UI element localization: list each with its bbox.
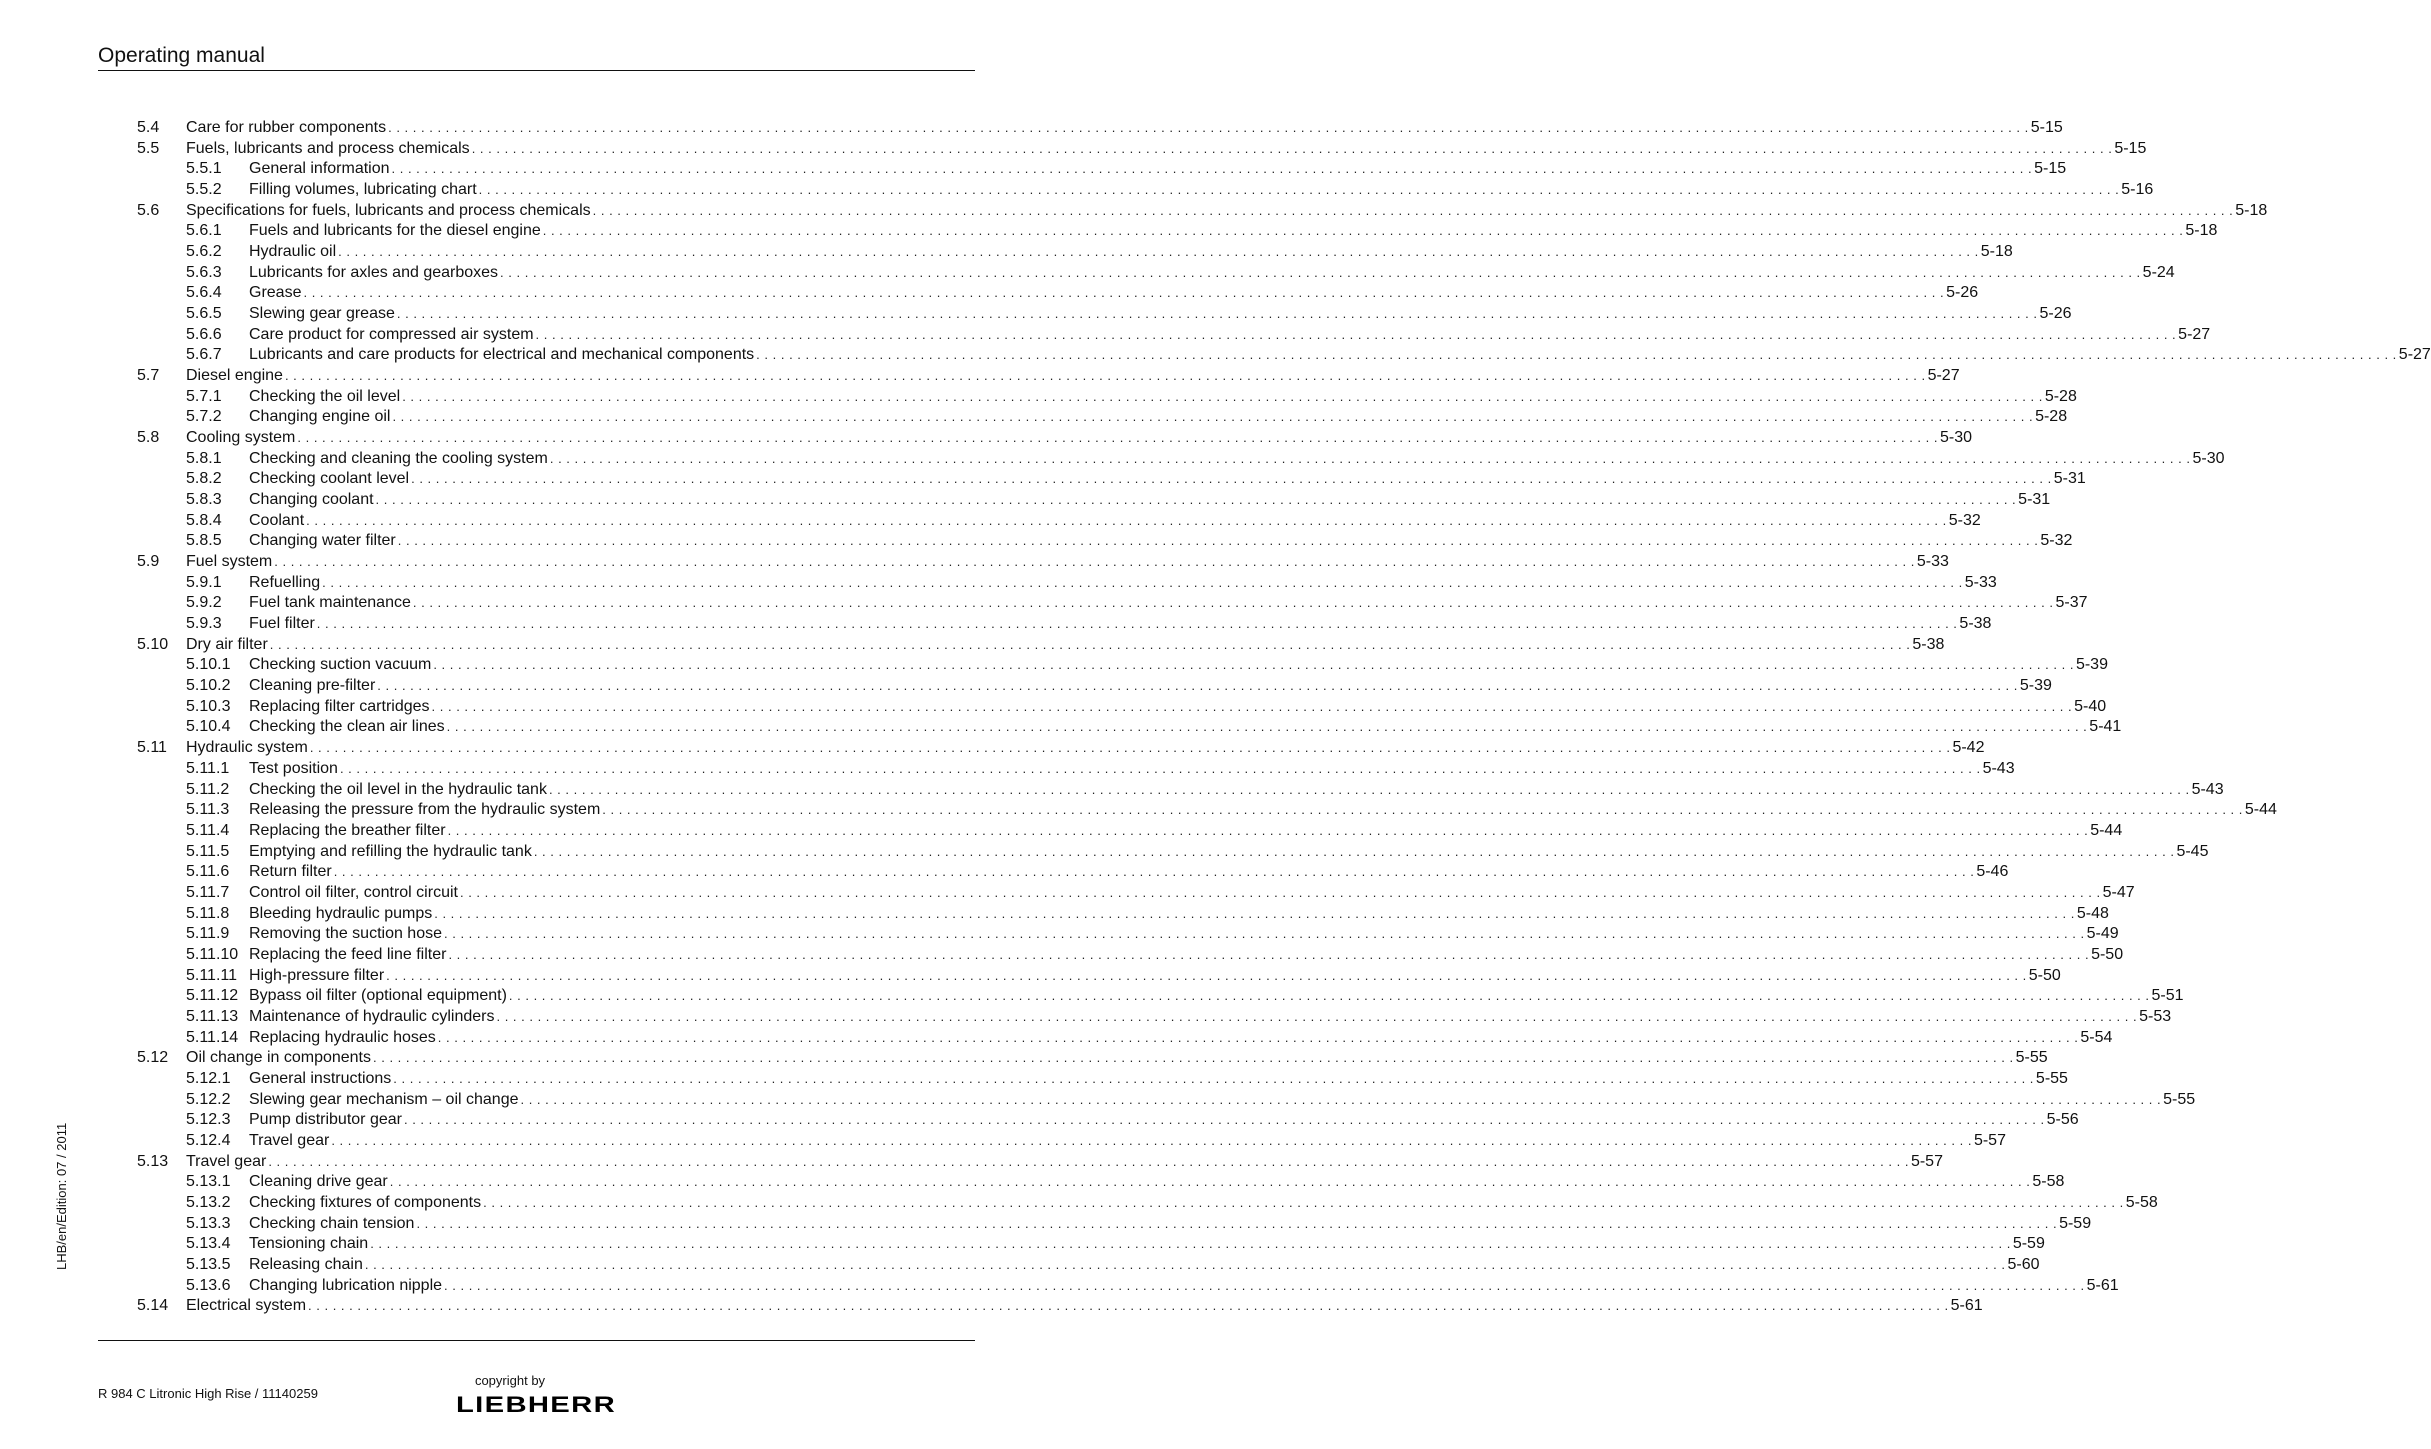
- toc-dot-leader: . . . . . . . . . . . . . . . . . . . . . . . . . . . . . . . . . . . . . . . . . . . . . . . . . . . . . . . . . . . . . . . . . . . . . . . . . . . . . . . . . . . . . . . . . . . . . . . . . . . . . . . . . . . . . . . . . . . . . . . . . . . . . . . . . . . . . . . . . . . . . . . . . . . . . . . . . . . . . . . . . . . . . . . . . . . . . . . . . . . . . . . . . . . . . . . . . . . . . . . .: [393, 1070, 2034, 1086]
- toc-dot-leader: . . . . . . . . . . . . . . . . . . . . . . . . . . . . . . . . . . . . . . . . . . . . . . . . . . . . . . . . . . . . . . . . . . . . . . . . . . . . . . . . . . . . . . . . . . . . . . . . . . . . . . . . . . . . . . . . . . . . . . . . . . . . . . . . . . . . . . . . . . . . . . . . . . . . . . . . . . . . . . . . . . . . . . . . . . . . . . . . . . . . . . . . . . . . . . . . . . . . . . . .: [542, 223, 2184, 239]
- toc-entry-number: 5.11.1: [186, 759, 230, 777]
- toc-dot-leader: . . . . . . . . . . . . . . . . . . . . . . . . . . . . . . . . . . . . . . . . . . . . . . . . . . . . . . . . . . . . . . . . . . . . . . . . . . . . . . . . . . . . . . . . . . . . . . . . . . . . . . . . . . . . . . . . . . . . . . . . . . . . . . . . . . . . . . . . . . . . . . . . . . . . . . . . . . . . . . . . . . . . . . . . . . . . . . . . . . . . . . . . . . . . . . . . . . . . . . . .: [535, 326, 2177, 342]
- toc-entry-page: 5-46: [1976, 863, 2009, 881]
- toc-entry[interactable]: [137, 676, 2052, 697]
- toc-dot-leader: . . . . . . . . . . . . . . . . . . . . . . . . . . . . . . . . . . . . . . . . . . . . . . . . . . . . . . . . . . . . . . . . . . . . . . . . . . . . . . . . . . . . . . . . . . . . . . . . . . . . . . . . . . . . . . . . . . . . . . . . . . . . . . . . . . . . . . . . . . . . . . . . . . . . . . . . . . . . . . . . . . . . . . . . . . . . . . . . . . . . . . . . . . . . . . . . . . . . . . . .: [500, 264, 2141, 280]
- toc-entry-number: 5.8.1: [186, 449, 222, 467]
- toc-entry-page: 5-27: [1927, 367, 1960, 385]
- toc-entry-number: 5.11: [137, 739, 167, 757]
- toc-dot-leader: . . . . . . . . . . . . . . . . . . . . . . . . . . . . . . . . . . . . . . . . . . . . . . . . . . . . . . . . . . . . . . . . . . . . . . . . . . . . . . . . . . . . . . . . . . . . . . . . . . . . . . . . . . . . . . . . . . . . . . . . . . . . . . . . . . . . . . . . . . . . . . . . . . . . . . . . . . . . . . . . . . . . . . . . . . . . . . . . . . . . . . . . . . . . . . . . . . . . . . . .: [431, 698, 2073, 714]
- toc-entry-page: 5-33: [1964, 573, 1997, 591]
- toc-entry[interactable]: [137, 842, 2209, 863]
- toc-entry-page: 5-55: [2163, 1090, 2196, 1108]
- toc-entry-number: 5.11.13: [186, 1007, 239, 1025]
- toc-entry-title: General instructions: [249, 1069, 392, 1087]
- toc-entry-number: 5.11.9: [186, 925, 230, 943]
- toc-dot-leader: . . . . . . . . . . . . . . . . . . . . . . . . . . . . . . . . . . . . . . . . . . . . . . . . . . . . . . . . . . . . . . . . . . . . . . . . . . . . . . . . . . . . . . . . . . . . . . . . . . . . . . . . . . . . . . . . . . . . . . . . . . . . . . . . . . . . . . . . . . . . . . . . . . . . . . . . . . . . . . . . . . . . . . . . . . . . . . . . . . . . . . . . . . . . . . . . . . . . . . . .: [549, 450, 2191, 466]
- toc-entry-title: Grease: [249, 284, 302, 302]
- toc-entry-title: Hydraulic system: [186, 739, 308, 757]
- toc-entry[interactable]: [137, 490, 2051, 511]
- toc-entry-title: Cleaning pre-filter: [249, 677, 376, 695]
- toc-entry[interactable]: [137, 366, 1960, 387]
- toc-entry-title: Care for rubber components: [186, 119, 387, 136]
- toc-entry-page: 5-45: [2176, 842, 2209, 860]
- toc-dot-leader: . . . . . . . . . . . . . . . . . . . . . . . . . . . . . . . . . . . . . . . . . . . . . . . . . . . . . . . . . . . . . . . . . . . . . . . . . . . . . . . . . . . . . . . . . . . . . . . . . . . . . . . . . . . . . . . . . . . . . . . . . . . . . . . . . . . . . . . . . . . . . . . . . . . . . . . . . . . . . . . . . . . . . . . . . . . . . . . . . . . . . . . . . . . . . . . . . . . . . . . .: [444, 926, 2085, 942]
- toc-entry-number: 5.11.5: [186, 842, 230, 860]
- toc-entry-page: 5-38: [1959, 615, 1992, 633]
- toc-dot-leader: . . . . . . . . . . . . . . . . . . . . . . . . . . . . . . . . . . . . . . . . . . . . . . . . . . . . . . . . . . . . . . . . . . . . . . . . . . . . . . . . . . . . . . . . . . . . . . . . . . . . . . . . . . . . . . . . . . . . . . . . . . . . . . . . . . . . . . . . . . . . . . . . . . . . . . . . . . . . . . . . . . . . . . . . . . . . . . . . . . . . . . . . . . . . . . . . . . . . . . . .: [403, 1112, 2045, 1128]
- toc-entry-page: 5-53: [2139, 1007, 2172, 1025]
- toc-dot-leader: . . . . . . . . . . . . . . . . . . . . . . . . . . . . . . . . . . . . . . . . . . . . . . . . . . . . . . . . . . . . . . . . . . . . . . . . . . . . . . . . . . . . . . . . . . . . . . . . . . . . . . . . . . . . . . . . . . . . . . . . . . . . . . . . . . . . . . . . . . . . . . . . . . . . . . . . . . . . . . . . . . . . . . . . . . . . . . . . . . . . . . . . . . . . . . . . . . . . . . . .: [520, 1091, 2162, 1107]
- toc-entry-title: Checking the oil level in the hydraulic tank: [249, 780, 547, 798]
- toc-entry[interactable]: [137, 283, 1979, 304]
- footer-document-id: R 984 C Litronic High Rise / 11140259: [98, 1386, 318, 1401]
- toc-entry-title: High-pressure filter: [249, 966, 385, 984]
- toc-entry-title: Changing lubrication nipple: [249, 1276, 443, 1294]
- toc-entry-title: Fuel filter: [249, 615, 315, 633]
- toc-entry[interactable]: [137, 800, 2277, 821]
- toc-entry-page: 5-28: [2044, 387, 2077, 405]
- toc-entry-title: Coolant: [249, 511, 305, 529]
- toc-entry-title: Return filter: [249, 863, 332, 881]
- toc-entry-page: 5-54: [2080, 1028, 2113, 1046]
- toc-entry-page: 5-50: [2091, 945, 2124, 963]
- toc-entry-page: 5-48: [2076, 904, 2109, 922]
- toc-entry-title: Releasing the pressure from the hydraulic system: [249, 801, 601, 819]
- toc-entry-page: 5-15: [2114, 139, 2147, 157]
- toc-entry-number: 5.5.1: [186, 160, 222, 178]
- toc-entry[interactable]: [137, 449, 2225, 470]
- toc-dot-leader: . . . . . . . . . . . . . . . . . . . . . . . . . . . . . . . . . . . . . . . . . . . . . . . . . . . . . . . . . . . . . . . . . . . . . . . . . . . . . . . . . . . . . . . . . . . . . . . . . . . . . . . . . . . . . . . . . . . . . . . . . . . . . . . . . . . . . . . . . . . . . . . . . . . . . . . . . . . . . . . . . . . . . . . . . . . . . . . . . . . . . . . . . . . . . . . . . . . . . . . .: [478, 182, 2120, 198]
- toc-entry-title: Travel gear: [249, 1131, 330, 1149]
- toc-entry[interactable]: [137, 118, 2063, 139]
- toc-dot-leader: . . . . . . . . . . . . . . . . . . . . . . . . . . . . . . . . . . . . . . . . . . . . . . . . . . . . . . . . . . . . . . . . . . . . . . . . . . . . . . . . . . . . . . . . . . . . . . . . . . . . . . . . . . . . . . . . . . . . . . . . . . . . . . . . . . . . . . . . . . . . . . . . . . . . . . . . . . . . . . . . . . . . . . . . . . . . . . . . . . . . . . . . . . . . . . . . . . . . . . . .: [446, 719, 2088, 735]
- toc-entry-number: 5.6.4: [186, 284, 222, 302]
- toc-entry-title: Replacing the breather filter: [249, 821, 446, 839]
- toc-entry[interactable]: [137, 1152, 1943, 1173]
- toc-entry-title: Checking fixtures of components: [249, 1193, 482, 1211]
- toc-entry-number: 5.10.4: [186, 718, 231, 736]
- toc-entry[interactable]: [137, 552, 1949, 573]
- toc-entry-title: Releasing chain: [249, 1255, 363, 1273]
- toc-entry[interactable]: [137, 1214, 2092, 1235]
- toc-entry[interactable]: [137, 655, 2108, 676]
- toc-dot-leader: . . . . . . . . . . . . . . . . . . . . . . . . . . . . . . . . . . . . . . . . . . . . . . . . . . . . . . . . . . . . . . . . . . . . . . . . . . . . . . . . . . . . . . . . . . . . . . . . . . . . . . . . . . . . . . . . . . . . . . . . . . . . . . . . . . . . . . . . . . . . . . . . . . . . . . . . . . . . . . . . . . . . . . . . . . . . . . . . . . . . . . . . . . . . . . . . . . . . . . . .: [370, 1236, 2011, 1252]
- toc-entry-title: Refuelling: [249, 573, 321, 591]
- toc-entry[interactable]: [137, 1193, 2158, 1214]
- toc-dot-leader: . . . . . . . . . . . . . . . . . . . . . . . . . . . . . . . . . . . . . . . . . . . . . . . . . . . . . . . . . . . . . . . . . . . . . . . . . . . . . . . . . . . . . . . . . . . . . . . . . . . . . . . . . . . . . . . . . . . . . . . . . . . . . . . . . . . . . . . . . . . . . . . . . . . . . . . . . . . . . . . . . . . . . . . . . . . . . . . . . . . . . . . . . . . . . . . . . . . . . . . .: [333, 864, 1975, 880]
- toc-entry[interactable]: [137, 1296, 1983, 1317]
- toc-dot-leader: . . . . . . . . . . . . . . . . . . . . . . . . . . . . . . . . . . . . . . . . . . . . . . . . . . . . . . . . . . . . . . . . . . . . . . . . . . . . . . . . . . . . . . . . . . . . . . . . . . . . . . . . . . . . . . . . . . . . . . . . . . . . . . . . . . . . . . . . . . . . . . . . . . . . . . . . . . . . . . . . . . . . . . . . . . . . . . . . . . . . . . . . . . . . . . . . . . . . . . . .: [297, 430, 1938, 446]
- toc-entry-number: 5.11.2: [186, 780, 230, 798]
- toc-entry-title: Tensioning chain: [249, 1235, 369, 1253]
- toc-dot-leader: . . . . . . . . . . . . . . . . . . . . . . . . . . . . . . . . . . . . . . . . . . . . . . . . . . . . . . . . . . . . . . . . . . . . . . . . . . . . . . . . . . . . . . . . . . . . . . . . . . . . . . . . . . . . . . . . . . . . . . . . . . . . . . . . . . . . . . . . . . . . . . . . . . . . . . . . . . . . . . . . . . . . . . . . . . . . . . . . . . . . . . . . . . . . . . . . . . . . . . . .: [496, 1008, 2138, 1024]
- toc-entry-page: 5-33: [1916, 553, 1949, 571]
- toc-entry-title: Oil change in components: [186, 1049, 371, 1067]
- toc-dot-leader: . . . . . . . . . . . . . . . . . . . . . . . . . . . . . . . . . . . . . . . . . . . . . . . . . . . . . . . . . . . . . . . . . . . . . . . . . . . . . . . . . . . . . . . . . . . . . . . . . . . . . . . . . . . . . . . . . . . . . . . . . . . . . . . . . . . . . . . . . . . . . . . . . . . . . . . . . . . . . . . . . . . . . . . . . . . . . . . . . . . . . . . . . . . . . . . . . . . . . . . .: [303, 285, 1945, 301]
- toc-entry-title: Dry air filter: [186, 635, 268, 653]
- toc-entry-number: 5.10.1: [186, 656, 231, 674]
- toc-entry-title: Slewing gear grease: [249, 305, 395, 323]
- toc-entry[interactable]: [137, 717, 2122, 738]
- toc-dot-leader: . . . . . . . . . . . . . . . . . . . . . . . . . . . . . . . . . . . . . . . . . . . . . . . . . . . . . . . . . . . . . . . . . . . . . . . . . . . . . . . . . . . . . . . . . . . . . . . . . . . . . . . . . . . . . . . . . . . . . . . . . . . . . . . . . . . . . . . . . . . . . . . . . . . . . . . . . . . . . . . . . . . . . . . . . . . . . . . . . . . . . . . . . . . . . . . . . . . . . . . .: [309, 740, 1951, 756]
- toc-dot-leader: . . . . . . . . . . . . . . . . . . . . . . . . . . . . . . . . . . . . . . . . . . . . . . . . . . . . . . . . . . . . . . . . . . . . . . . . . . . . . . . . . . . . . . . . . . . . . . . . . . . . . . . . . . . . . . . . . . . . . . . . . . . . . . . . . . . . . . . . . . . . . . . . . . . . . . . . . . . . . . . . . . . . . . . . . . . . . . . . . . . . . . . . . . . . . . . . . . . . . . . .: [306, 512, 1947, 528]
- toc-entry-number: 5.9: [137, 553, 160, 571]
- toc-entry-page: 5-43: [1982, 759, 2015, 777]
- toc-dot-leader: . . . . . . . . . . . . . . . . . . . . . . . . . . . . . . . . . . . . . . . . . . . . . . . . . . . . . . . . . . . . . . . . . . . . . . . . . . . . . . . . . . . . . . . . . . . . . . . . . . . . . . . . . . . . . . . . . . . . . . . . . . . . . . . . . . . . . . . . . . . . . . . . . . . . . . . . . . . . . . . . . . . . . . . . . . . . . . . . . . . . . . . . . . . . . . . . . . . . . . . .: [433, 657, 2074, 673]
- toc-entry-number: 5.7.2: [186, 408, 222, 426]
- toc-entry[interactable]: [137, 697, 2107, 718]
- toc-entry-title: General information: [249, 160, 390, 178]
- toc-entry-page: 5-58: [2125, 1193, 2158, 1211]
- toc-dot-leader: . . . . . . . . . . . . . . . . . . . . . . . . . . . . . . . . . . . . . . . . . . . . . . . . . . . . . . . . . . . . . . . . . . . . . . . . . . . . . . . . . . . . . . . . . . . . . . . . . . . . . . . . . . . . . . . . . . . . . . . . . . . . . . . . . . . . . . . . . . . . . . . . . . . . . . . . . . . . . . . . . . . . . . . . . . . . . . . . . . . . . . . . . . . . . . . . . . . . . . . .: [416, 1215, 2058, 1231]
- toc-entry[interactable]: [137, 345, 2431, 366]
- toc-entry-number: 5.8.3: [186, 491, 222, 509]
- toc-entry-page: 5-16: [2121, 181, 2154, 199]
- toc-entry-page: 5-49: [2086, 925, 2119, 943]
- toc-entry-page: 5-44: [2090, 821, 2123, 839]
- toc-dot-leader: . . . . . . . . . . . . . . . . . . . . . . . . . . . . . . . . . . . . . . . . . . . . . . . . . . . . . . . . . . . . . . . . . . . . . . . . . . . . . . . . . . . . . . . . . . . . . . . . . . . . . . . . . . . . . . . . . . . . . . . . . . . . . . . . . . . . . . . . . . . . . . . . . . . . . . . . . . . . . . . . . . . . . . . . . . . . . . . . . . . . . . . . . . . . . . . . . . . . . . . .: [397, 533, 2039, 549]
- toc-entry-title: Checking coolant level: [249, 470, 410, 488]
- toc-dot-leader: . . . . . . . . . . . . . . . . . . . . . . . . . . . . . . . . . . . . . . . . . . . . . . . . . . . . . . . . . . . . . . . . . . . . . . . . . . . . . . . . . . . . . . . . . . . . . . . . . . . . . . . . . . . . . . . . . . . . . . . . . . . . . . . . . . . . . . . . . . . . . . . . . . . . . . . . . . . . . . . . . . . . . . . . . . . . . . . . . . . . . . . . . . . . . . . . . . . . . . . .: [459, 884, 2101, 900]
- toc-dot-leader: . . . . . . . . . . . . . . . . . . . . . . . . . . . . . . . . . . . . . . . . . . . . . . . . . . . . . . . . . . . . . . . . . . . . . . . . . . . . . . . . . . . . . . . . . . . . . . . . . . . . . . . . . . . . . . . . . . . . . . . . . . . . . . . . . . . . . . . . . . . . . . . . . . . . . . . . . . . . . . . . . . . . . . . . . . . . . . . . . . . . . . . . . . . . . . . . . . . . . . . .: [373, 1050, 2014, 1066]
- toc-entry-page: 5-61: [1950, 1297, 1983, 1315]
- toc-dot-leader: . . . . . . . . . . . . . . . . . . . . . . . . . . . . . . . . . . . . . . . . . . . . . . . . . . . . . . . . . . . . . . . . . . . . . . . . . . . . . . . . . . . . . . . . . . . . . . . . . . . . . . . . . . . . . . . . . . . . . . . . . . . . . . . . . . . . . . . . . . . . . . . . . . . . . . . . . . . . . . . . . . . . . . . . . . . . . . . . . . . . . . . . . . . . . . . . . . . . . . . .: [508, 988, 2150, 1004]
- toc-entry[interactable]: [137, 1276, 2119, 1297]
- toc-dot-leader: . . . . . . . . . . . . . . . . . . . . . . . . . . . . . . . . . . . . . . . . . . . . . . . . . . . . . . . . . . . . . . . . . . . . . . . . . . . . . . . . . . . . . . . . . . . . . . . . . . . . . . . . . . . . . . . . . . . . . . . . . . . . . . . . . . . . . . . . . . . . . . . . . . . . . . . . . . . . . . . . . . . . . . . . . . . . . . . . . . . . . . . . . . . . . . . . . . . . . . . .: [447, 822, 2089, 838]
- toc-entry-title: Electrical system: [186, 1297, 307, 1315]
- toc-entry-title: Maintenance of hydraulic cylinders: [249, 1007, 495, 1025]
- toc-entry-page: 5-31: [2018, 491, 2051, 509]
- toc-entry-number: 5.8.2: [186, 470, 222, 488]
- toc-entry[interactable]: [137, 1007, 2172, 1028]
- toc-dot-leader: . . . . . . . . . . . . . . . . . . . . . . . . . . . . . . . . . . . . . . . . . . . . . . . . . . . . . . . . . . . . . . . . . . . . . . . . . . . . . . . . . . . . . . . . . . . . . . . . . . . . . . . . . . . . . . . . . . . . . . . . . . . . . . . . . . . . . . . . . . . . . . . . . . . . . . . . . . . . . . . . . . . . . . . . . . . . . . . . . . . . . . . . . . . . . . . . . . . . . . . .: [592, 202, 2234, 218]
- toc-entry-title: Diesel engine: [186, 367, 283, 385]
- toc-entry-page: 5-32: [1948, 511, 1981, 529]
- toc-entry-title: Fuel system: [186, 553, 273, 571]
- toc-entry-title: Control oil filter, control circuit: [249, 883, 458, 901]
- toc-entry[interactable]: [137, 428, 1973, 449]
- toc-dot-leader: . . . . . . . . . . . . . . . . . . . . . . . . . . . . . . . . . . . . . . . . . . . . . . . . . . . . . . . . . . . . . . . . . . . . . . . . . . . . . . . . . . . . . . . . . . . . . . . . . . . . . . . . . . . . . . . . . . . . . . . . . . . . . . . . . . . . . . . . . . . . . . . . . . . . . . . . . . . . . . . . . . . . . . . . . . . . . . . . . . . . . . . . . . . . . . . . . . . . . . . .: [339, 760, 1981, 776]
- toc-entry-number: 5.11.7: [186, 883, 230, 901]
- toc-entry-number: 5.5.2: [186, 181, 222, 199]
- toc-entry-number: 5.6: [137, 201, 160, 219]
- toc-entry-number: 5.6.2: [186, 243, 222, 261]
- toc-entry-number: 5.11.8: [186, 904, 230, 922]
- toc-entry[interactable]: [137, 180, 2154, 201]
- toc-entry-number: 5.13.3: [186, 1214, 231, 1232]
- toc-entry-number: 5.11.4: [186, 821, 230, 839]
- toc-entry-title: Cooling system: [186, 429, 296, 447]
- toc-dot-leader: . . . . . . . . . . . . . . . . . . . . . . . . . . . . . . . . . . . . . . . . . . . . . . . . . . . . . . . . . . . . . . . . . . . . . . . . . . . . . . . . . . . . . . . . . . . . . . . . . . . . . . . . . . . . . . . . . . . . . . . . . . . . . . . . . . . . . . . . . . . . . . . . . . . . . . . . . . . . . . . . . . . . . . . . . . . . . . . . . . . . . . . . . . . . . . . . . . . . . . . .: [386, 967, 2027, 983]
- toc-entry-page: 5-59: [2012, 1235, 2045, 1253]
- svg-text:LIEBHERR: LIEBHERR: [456, 1392, 616, 1417]
- toc-entry-title: Replacing the feed line filter: [249, 945, 447, 963]
- toc-entry-title: Changing engine oil: [249, 408, 391, 426]
- toc-dot-leader: . . . . . . . . . . . . . . . . . . . . . . . . . . . . . . . . . . . . . . . . . . . . . . . . . . . . . . . . . . . . . . . . . . . . . . . . . . . . . . . . . . . . . . . . . . . . . . . . . . . . . . . . . . . . . . . . . . . . . . . . . . . . . . . . . . . . . . . . . . . . . . . . . . . . . . . . . . . . . . . . . . . . . . . . . . . . . . . . . . . . . . . . . . . . . . . . . . . . . . . .: [548, 781, 2190, 797]
- toc-entry-number: 5.13.1: [186, 1173, 231, 1191]
- toc-entry-number: 5.12: [137, 1049, 169, 1067]
- toc-entry-title: Care product for compressed air system: [249, 325, 534, 343]
- toc-entry-page: 5-18: [2235, 201, 2268, 219]
- toc-entry-title: Test position: [249, 759, 338, 777]
- toc-entry-number: 5.11.3: [186, 801, 230, 819]
- toc-entry-page: 5-26: [2039, 305, 2072, 323]
- toc-dot-leader: . . . . . . . . . . . . . . . . . . . . . . . . . . . . . . . . . . . . . . . . . . . . . . . . . . . . . . . . . . . . . . . . . . . . . . . . . . . . . . . . . . . . . . . . . . . . . . . . . . . . . . . . . . . . . . . . . . . . . . . . . . . . . . . . . . . . . . . . . . . . . . . . . . . . . . . . . . . . . . . . . . . . . . . . . . . . . . . . . . . . . . . . . . . . . . . . . . . . . . . .: [375, 492, 2017, 508]
- toc-entry-number: 5.7.1: [186, 387, 222, 405]
- toc-dot-leader: . . . . . . . . . . . . . . . . . . . . . . . . . . . . . . . . . . . . . . . . . . . . . . . . . . . . . . . . . . . . . . . . . . . . . . . . . . . . . . . . . . . . . . . . . . . . . . . . . . . . . . . . . . . . . . . . . . . . . . . . . . . . . . . . . . . . . . . . . . . . . . . . . . . . . . . . . . . . . . . . . . . . . . . . . . . . . . . . . . . . . . . . . . . . . . . . . . . . . . . .: [269, 636, 1911, 652]
- toc-entry-title: Fuels, lubricants and process chemicals: [186, 139, 470, 157]
- toc-entry-number: 5.9.3: [186, 615, 222, 633]
- toc-entry-page: 5-51: [2151, 987, 2184, 1005]
- toc-entry-page: 5-55: [2015, 1049, 2048, 1067]
- toc-entry[interactable]: [137, 1131, 2006, 1152]
- toc-entry[interactable]: [137, 469, 2086, 490]
- toc-entry-number: 5.12.4: [186, 1131, 231, 1149]
- toc-entry-title: Hydraulic oil: [249, 243, 337, 261]
- toc-entry-title: Pump distributor gear: [249, 1111, 402, 1129]
- toc-entry[interactable]: [137, 242, 2013, 263]
- toc-dot-leader: . . . . . . . . . . . . . . . . . . . . . . . . . . . . . . . . . . . . . . . . . . . . . . . . . . . . . . . . . . . . . . . . . . . . . . . . . . . . . . . . . . . . . . . . . . . . . . . . . . . . . . . . . . . . . . . . . . . . . . . . . . . . . . . . . . . . . . . . . . . . . . . . . . . . . . . . . . . . . . . . . . . . . . . . . . . . . . . . . . . . . . . . . . . . . . . . . . . . . . . .: [437, 1029, 2079, 1045]
- toc-dot-leader: . . . . . . . . . . . . . . . . . . . . . . . . . . . . . . . . . . . . . . . . . . . . . . . . . . . . . . . . . . . . . . . . . . . . . . . . . . . . . . . . . . . . . . . . . . . . . . . . . . . . . . . . . . . . . . . . . . . . . . . . . . . . . . . . . . . . . . . . . . . . . . . . . . . . . . . . . . . . . . . . . . . . . . . . . . . . . . . . . . . . . . . . . . . . . . . . . . . . . . . .: [434, 905, 2075, 921]
- liebherr-logo: [455, 1392, 617, 1416]
- toc-entry-page: 5-18: [1980, 243, 2013, 261]
- toc-entry-page: 5-43: [2191, 780, 2224, 798]
- toc-entry-page: 5-31: [2053, 470, 2086, 488]
- toc-dot-leader: . . . . . . . . . . . . . . . . . . . . . . . . . . . . . . . . . . . . . . . . . . . . . . . . . . . . . . . . . . . . . . . . . . . . . . . . . . . . . . . . . . . . . . . . . . . . . . . . . . . . . . . . . . . . . . . . . . . . . . . . . . . . . . . . . . . . . . . . . . . . . . . . . . . . . . . . . . . . . . . . . . . . . . . . . . . . . . . . . . . . . . . . . . . . . . . . . . . . . . . .: [396, 306, 2038, 322]
- toc-entry-page: 5-24: [2142, 263, 2175, 281]
- toc-entry-title: Checking the oil level: [249, 387, 401, 405]
- toc-entry-page: 5-27: [2178, 325, 2211, 343]
- toc-entry-number: 5.13.2: [186, 1193, 231, 1211]
- toc-entry-page: 5-44: [2244, 801, 2277, 819]
- toc-entry[interactable]: [137, 159, 2067, 180]
- toc-entry-title: Changing coolant: [249, 491, 374, 509]
- toc-entry-page: 5-60: [2007, 1255, 2040, 1273]
- toc-entry-page: 5-30: [2192, 449, 2225, 467]
- toc-entry-page: 5-50: [2028, 966, 2061, 984]
- copyright-label: copyright by: [474, 1373, 546, 1388]
- toc-entry-number: 5.7: [137, 367, 160, 385]
- toc-entry-page: 5-39: [2075, 656, 2108, 674]
- toc-entry-title: Fuel tank maintenance: [249, 594, 411, 612]
- footer-divider: [98, 1340, 975, 1341]
- toc-dot-leader: . . . . . . . . . . . . . . . . . . . . . . . . . . . . . . . . . . . . . . . . . . . . . . . . . . . . . . . . . . . . . . . . . . . . . . . . . . . . . . . . . . . . . . . . . . . . . . . . . . . . . . . . . . . . . . . . . . . . . . . . . . . . . . . . . . . . . . . . . . . . . . . . . . . . . . . . . . . . . . . . . . . . . . . . . . . . . . . . . . . . . . . . . . . . . . . . . . . . . . . .: [388, 120, 2029, 135]
- toc-entry-page: 5-27: [2398, 346, 2431, 364]
- toc-entry-page: 5-41: [2089, 718, 2122, 736]
- toc-entry-number: 5.11.12: [186, 987, 239, 1005]
- toc-entry-title: Replacing hydraulic hoses: [249, 1028, 436, 1046]
- toc-entry-title: Checking and cleaning the cooling system: [249, 449, 548, 467]
- toc-dot-leader: . . . . . . . . . . . . . . . . . . . . . . . . . . . . . . . . . . . . . . . . . . . . . . . . . . . . . . . . . . . . . . . . . . . . . . . . . . . . . . . . . . . . . . . . . . . . . . . . . . . . . . . . . . . . . . . . . . . . . . . . . . . . . . . . . . . . . . . . . . . . . . . . . . . . . . . . . . . . . . . . . . . . . . . . . . . . . . . . . . . . . . . . . . . . . . . . . . . . . . . .: [377, 678, 2018, 694]
- toc-entry-title: Specifications for fuels, lubricants and process chemicals: [186, 201, 591, 219]
- toc-dot-leader: . . . . . . . . . . . . . . . . . . . . . . . . . . . . . . . . . . . . . . . . . . . . . . . . . . . . . . . . . . . . . . . . . . . . . . . . . . . . . . . . . . . . . . . . . . . . . . . . . . . . . . . . . . . . . . . . . . . . . . . . . . . . . . . . . . . . . . . . . . . . . . . . . . . . . . . . . . . . . . . . . . . . . . . . . . . . . . . . . . . . . . . . . . . . . . . . . . . . . . . .: [308, 1298, 1949, 1314]
- toc-entry[interactable]: [137, 1090, 2196, 1111]
- toc-dot-leader: . . . . . . . . . . . . . . . . . . . . . . . . . . . . . . . . . . . . . . . . . . . . . . . . . . . . . . . . . . . . . . . . . . . . . . . . . . . . . . . . . . . . . . . . . . . . . . . . . . . . . . . . . . . . . . . . . . . . . . . . . . . . . . . . . . . . . . . . . . . . . . . . . . . . . . . . . . . . . . . . . . . . . . . . . . . . . . . . . . . . . . . . . . . . . . . . . . . . . . . .: [322, 574, 1963, 590]
- toc-entry-title: Checking suction vacuum: [249, 656, 432, 674]
- toc-entry[interactable]: [137, 407, 2068, 428]
- toc-entry-page: 5-15: [2034, 160, 2067, 178]
- toc-entry-title: Filling volumes, lubricating chart: [249, 181, 477, 199]
- toc-entry-number: 5.5: [137, 139, 160, 157]
- toc-entry-number: 5.13.4: [186, 1235, 231, 1253]
- toc-entry[interactable]: [137, 1048, 2048, 1069]
- toc-entry[interactable]: [137, 387, 2077, 408]
- toc-entry-page: 5-18: [2185, 222, 2218, 240]
- toc-entry-page: 5-58: [2032, 1173, 2065, 1191]
- toc-entry-page: 5-30: [1940, 429, 1973, 447]
- toc-entry[interactable]: [137, 862, 2009, 883]
- toc-dot-leader: . . . . . . . . . . . . . . . . . . . . . . . . . . . . . . . . . . . . . . . . . . . . . . . . . . . . . . . . . . . . . . . . . . . . . . . . . . . . . . . . . . . . . . . . . . . . . . . . . . . . . . . . . . . . . . . . . . . . . . . . . . . . . . . . . . . . . . . . . . . . . . . . . . . . . . . . . . . . . . . . . . . . . . . . . . . . . . . . . . . . . . . . . . . . . . . . . . . . . . . .: [402, 388, 2043, 404]
- toc-entry-page: 5-38: [1912, 635, 1945, 653]
- toc-dot-leader: . . . . . . . . . . . . . . . . . . . . . . . . . . . . . . . . . . . . . . . . . . . . . . . . . . . . . . . . . . . . . . . . . . . . . . . . . . . . . . . . . . . . . . . . . . . . . . . . . . . . . . . . . . . . . . . . . . . . . . . . . . . . . . . . . . . . . . . . . . . . . . . . . . . . . . . . . . . . . . . . . . . . . . . . . . . . . . . . . . . . . . . . . . . . . . . . . . . . . . . .: [338, 244, 1979, 260]
- toc-dot-leader: . . . . . . . . . . . . . . . . . . . . . . . . . . . . . . . . . . . . . . . . . . . . . . . . . . . . . . . . . . . . . . . . . . . . . . . . . . . . . . . . . . . . . . . . . . . . . . . . . . . . . . . . . . . . . . . . . . . . . . . . . . . . . . . . . . . . . . . . . . . . . . . . . . . . . . . . . . . . . . . . . . . . . . . . . . . . . . . . . . . . . . . . . . . . . . . . . . . . . . . .: [389, 1174, 2031, 1190]
- toc-entry-number: 5.8.5: [186, 532, 222, 550]
- toc-entry[interactable]: [137, 1172, 2065, 1193]
- toc-entry-page: 5-57: [1973, 1131, 2006, 1149]
- toc-entry-number: 5.6.1: [186, 222, 222, 240]
- toc-entry-title: Emptying and refilling the hydraulic tank: [249, 842, 532, 860]
- toc-entry-number: 5.11.6: [186, 863, 230, 881]
- toc-entry-number: 5.9.1: [186, 573, 222, 591]
- toc-entry-title: Replacing filter cartridges: [249, 697, 430, 715]
- toc-entry[interactable]: [137, 945, 2124, 966]
- toc-entry-number: 5.6.5: [186, 305, 222, 323]
- toc-entry-title: Changing water filter: [249, 532, 396, 550]
- toc-entry[interactable]: [137, 821, 2123, 842]
- toc-entry-number: 5.11.14: [186, 1028, 239, 1046]
- toc-entry-title: Bypass oil filter (optional equipment): [249, 987, 507, 1005]
- toc-dot-leader: . . . . . . . . . . . . . . . . . . . . . . . . . . . . . . . . . . . . . . . . . . . . . . . . . . . . . . . . . . . . . . . . . . . . . . . . . . . . . . . . . . . . . . . . . . . . . . . . . . . . . . . . . . . . . . . . . . . . . . . . . . . . . . . . . . . . . . . . . . . . . . . . . . . . . . . . . . . . . . . . . . . . . . . . . . . . . . . . . . . . . . . . . . . . . . . . . . . . . . . .: [412, 595, 2054, 611]
- toc-entry-page: 5-28: [2035, 408, 2068, 426]
- toc-entry-number: 5.10.2: [186, 677, 231, 695]
- toc-entry-page: 5-57: [1910, 1152, 1943, 1170]
- toc-dot-leader: . . . . . . . . . . . . . . . . . . . . . . . . . . . . . . . . . . . . . . . . . . . . . . . . . . . . . . . . . . . . . . . . . . . . . . . . . . . . . . . . . . . . . . . . . . . . . . . . . . . . . . . . . . . . . . . . . . . . . . . . . . . . . . . . . . . . . . . . . . . . . . . . . . . . . . . . . . . . . . . . . . . . . . . . . . . . . . . . . . . . . . . . . . . . . . . . . . . . . . . .: [602, 802, 2243, 818]
- toc-entry[interactable]: [137, 201, 2268, 222]
- toc-entry-number: 5.10: [137, 635, 169, 653]
- toc-dot-leader: . . . . . . . . . . . . . . . . . . . . . . . . . . . . . . . . . . . . . . . . . . . . . . . . . . . . . . . . . . . . . . . . . . . . . . . . . . . . . . . . . . . . . . . . . . . . . . . . . . . . . . . . . . . . . . . . . . . . . . . . . . . . . . . . . . . . . . . . . . . . . . . . . . . . . . . . . . . . . . . . . . . . . . . . . . . . . . . . . . . . . . . . . . . . . . . . . . . . . . . .: [364, 1256, 2006, 1272]
- toc-entry-number: 5.11.10: [186, 945, 239, 963]
- toc-entry[interactable]: [137, 635, 1945, 656]
- toc-entry-number: 5.6.3: [186, 263, 222, 281]
- toc-entry-page: 5-39: [2019, 677, 2052, 695]
- toc-entry[interactable]: [137, 573, 1997, 594]
- toc-entry-number: 5.11.11: [186, 966, 238, 984]
- toc-dot-leader: . . . . . . . . . . . . . . . . . . . . . . . . . . . . . . . . . . . . . . . . . . . . . . . . . . . . . . . . . . . . . . . . . . . . . . . . . . . . . . . . . . . . . . . . . . . . . . . . . . . . . . . . . . . . . . . . . . . . . . . . . . . . . . . . . . . . . . . . . . . . . . . . . . . . . . . . . . . . . . . . . . . . . . . . . . . . . . . . . . . . . . . . . . . . . . . . . . . . . . . .: [533, 843, 2175, 859]
- toc-entry[interactable]: [137, 986, 2184, 1007]
- toc-entry-number: 5.12.1: [186, 1069, 231, 1087]
- toc-entry-title: Slewing gear mechanism – oil change: [249, 1090, 519, 1108]
- toc-entry-title: Checking chain tension: [249, 1214, 415, 1232]
- toc-entry-number: 5.8.4: [186, 511, 222, 529]
- toc-entry[interactable]: [137, 966, 2061, 987]
- toc-entry-page: 5-61: [2086, 1276, 2119, 1294]
- toc-entry[interactable]: [137, 531, 2073, 552]
- toc-entry[interactable]: [137, 780, 2224, 801]
- toc-entry[interactable]: [137, 263, 2175, 284]
- toc-entry-page: 5-26: [1946, 284, 1979, 302]
- toc-dot-leader: . . . . . . . . . . . . . . . . . . . . . . . . . . . . . . . . . . . . . . . . . . . . . . . . . . . . . . . . . . . . . . . . . . . . . . . . . . . . . . . . . . . . . . . . . . . . . . . . . . . . . . . . . . . . . . . . . . . . . . . . . . . . . . . . . . . . . . . . . . . . . . . . . . . . . . . . . . . . . . . . . . . . . . . . . . . . . . . . . . . . . . . . . . . . . . . . . . . . . . . .: [284, 368, 1926, 384]
- toc-dot-leader: . . . . . . . . . . . . . . . . . . . . . . . . . . . . . . . . . . . . . . . . . . . . . . . . . . . . . . . . . . . . . . . . . . . . . . . . . . . . . . . . . . . . . . . . . . . . . . . . . . . . . . . . . . . . . . . . . . . . . . . . . . . . . . . . . . . . . . . . . . . . . . . . . . . . . . . . . . . . . . . . . . . . . . . . . . . . . . . . . . . . . . . . . . . . . . . . . . . . . . . .: [448, 946, 2090, 962]
- toc-entry-number: 5.6.6: [186, 325, 222, 343]
- toc-entry-number: 5.12.3: [186, 1111, 231, 1129]
- toc-entry-number: 5.14: [137, 1297, 169, 1315]
- toc-entry-number: 5.13: [137, 1152, 169, 1170]
- toc-entry[interactable]: [137, 1028, 2113, 1049]
- toc-entry-title: Bleeding hydraulic pumps: [249, 904, 433, 922]
- toc-entry-title: Lubricants and care products for electrical and mechanical components: [249, 346, 755, 364]
- toc-entry[interactable]: [137, 1110, 2079, 1131]
- toc-entry-number: 5.4: [137, 119, 160, 136]
- toc-entry[interactable]: [137, 904, 2109, 925]
- toc-entry-number: 5.10.3: [186, 697, 231, 715]
- toc-entry[interactable]: [137, 325, 2211, 346]
- toc-entry-number: 5.13.5: [186, 1255, 231, 1273]
- toc-entry[interactable]: [137, 1234, 2045, 1255]
- toc-dot-leader: . . . . . . . . . . . . . . . . . . . . . . . . . . . . . . . . . . . . . . . . . . . . . . . . . . . . . . . . . . . . . . . . . . . . . . . . . . . . . . . . . . . . . . . . . . . . . . . . . . . . . . . . . . . . . . . . . . . . . . . . . . . . . . . . . . . . . . . . . . . . . . . . . . . . . . . . . . . . . . . . . . . . . . . . . . . . . . . . . . . . . . . . . . . . . . . . . . . . . . . .: [471, 140, 2113, 156]
- toc-entry[interactable]: [137, 759, 2015, 780]
- toc-entry-title: Cleaning drive gear: [249, 1173, 388, 1191]
- toc-entry[interactable]: [137, 738, 1985, 759]
- table-of-contents: [137, 118, 2431, 1317]
- toc-entry-page: 5-37: [2055, 594, 2088, 612]
- toc-entry-page: 5-40: [2074, 697, 2107, 715]
- toc-dot-leader: . . . . . . . . . . . . . . . . . . . . . . . . . . . . . . . . . . . . . . . . . . . . . . . . . . . . . . . . . . . . . . . . . . . . . . . . . . . . . . . . . . . . . . . . . . . . . . . . . . . . . . . . . . . . . . . . . . . . . . . . . . . . . . . . . . . . . . . . . . . . . . . . . . . . . . . . . . . . . . . . . . . . . . . . . . . . . . . . . . . . . . . . . . . . . . . . . . . . . . . .: [391, 161, 2033, 177]
- toc-entry-page: 5-15: [2030, 119, 2063, 136]
- toc-entry-page: 5-32: [2040, 532, 2073, 550]
- edition-side-label: LHB/en/Edition: 07 / 2011: [54, 1122, 69, 1270]
- toc-entry[interactable]: [137, 304, 2072, 325]
- toc-entry-number: 5.9.2: [186, 594, 222, 612]
- toc-entry-page: 5-42: [1952, 739, 1985, 757]
- toc-entry-title: Fuels and lubricants for the diesel engine: [249, 222, 541, 240]
- toc-entry[interactable]: [137, 1069, 2068, 1090]
- toc-entry-title: Checking the clean air lines: [249, 718, 445, 736]
- toc-dot-leader: . . . . . . . . . . . . . . . . . . . . . . . . . . . . . . . . . . . . . . . . . . . . . . . . . . . . . . . . . . . . . . . . . . . . . . . . . . . . . . . . . . . . . . . . . . . . . . . . . . . . . . . . . . . . . . . . . . . . . . . . . . . . . . . . . . . . . . . . . . . . . . . . . . . . . . . . . . . . . . . . . . . . . . . . . . . . . . . . . . . . . . . . . . . . . . . . . . . . . . . .: [268, 1153, 1909, 1169]
- toc-dot-leader: . . . . . . . . . . . . . . . . . . . . . . . . . . . . . . . . . . . . . . . . . . . . . . . . . . . . . . . . . . . . . . . . . . . . . . . . . . . . . . . . . . . . . . . . . . . . . . . . . . . . . . . . . . . . . . . . . . . . . . . . . . . . . . . . . . . . . . . . . . . . . . . . . . . . . . . . . . . . . . . . . . . . . . . . . . . . . . . . . . . . . . . . . . . . . . . . . . . . . . . .: [392, 409, 2034, 425]
- toc-entry-number: 5.12.2: [186, 1090, 231, 1108]
- toc-entry[interactable]: [137, 511, 1981, 532]
- toc-dot-leader: . . . . . . . . . . . . . . . . . . . . . . . . . . . . . . . . . . . . . . . . . . . . . . . . . . . . . . . . . . . . . . . . . . . . . . . . . . . . . . . . . . . . . . . . . . . . . . . . . . . . . . . . . . . . . . . . . . . . . . . . . . . . . . . . . . . . . . . . . . . . . . . . . . . . . . . . . . . . . . . . . . . . . . . . . . . . . . . . . . . . . . . . . . . . . . . . . . . . . . . .: [483, 1194, 2124, 1210]
- toc-entry-page: 5-59: [2059, 1214, 2092, 1232]
- toc-entry-page: 5-56: [2046, 1111, 2079, 1129]
- toc-entry[interactable]: [137, 1255, 2040, 1276]
- toc-dot-leader: . . . . . . . . . . . . . . . . . . . . . . . . . . . . . . . . . . . . . . . . . . . . . . . . . . . . . . . . . . . . . . . . . . . . . . . . . . . . . . . . . . . . . . . . . . . . . . . . . . . . . . . . . . . . . . . . . . . . . . . . . . . . . . . . . . . . . . . . . . . . . . . . . . . . . . . . . . . . . . . . . . . . . . . . . . . . . . . . . . . . . . . . . . . . . . . . . . . . . . . .: [756, 347, 2397, 363]
- toc-dot-leader: . . . . . . . . . . . . . . . . . . . . . . . . . . . . . . . . . . . . . . . . . . . . . . . . . . . . . . . . . . . . . . . . . . . . . . . . . . . . . . . . . . . . . . . . . . . . . . . . . . . . . . . . . . . . . . . . . . . . . . . . . . . . . . . . . . . . . . . . . . . . . . . . . . . . . . . . . . . . . . . . . . . . . . . . . . . . . . . . . . . . . . . . . . . . . . . . . . . . . . . .: [444, 1277, 2085, 1293]
- toc-entry-title: Travel gear: [186, 1152, 267, 1170]
- toc-entry-title: Removing the suction hose: [249, 925, 442, 943]
- toc-entry-number: 5.13.6: [186, 1276, 231, 1294]
- toc-entry-page: 5-47: [2102, 883, 2135, 901]
- toc-entry-number: 5.6.7: [186, 346, 222, 364]
- toc-entry[interactable]: [137, 883, 2135, 904]
- toc-entry[interactable]: [137, 924, 2119, 945]
- toc-entry[interactable]: [137, 139, 2147, 160]
- toc-entry-page: 5-55: [2035, 1069, 2068, 1087]
- toc-entry[interactable]: [137, 614, 1992, 635]
- toc-entry-number: 5.8: [137, 429, 160, 447]
- toc-entry[interactable]: [137, 593, 2088, 614]
- toc-dot-leader: . . . . . . . . . . . . . . . . . . . . . . . . . . . . . . . . . . . . . . . . . . . . . . . . . . . . . . . . . . . . . . . . . . . . . . . . . . . . . . . . . . . . . . . . . . . . . . . . . . . . . . . . . . . . . . . . . . . . . . . . . . . . . . . . . . . . . . . . . . . . . . . . . . . . . . . . . . . . . . . . . . . . . . . . . . . . . . . . . . . . . . . . . . . . . . . . . . . . . . . .: [316, 616, 1958, 632]
- toc-entry[interactable]: [137, 221, 2218, 242]
- page-header-title: Operating manual: [98, 44, 265, 67]
- toc-dot-leader: . . . . . . . . . . . . . . . . . . . . . . . . . . . . . . . . . . . . . . . . . . . . . . . . . . . . . . . . . . . . . . . . . . . . . . . . . . . . . . . . . . . . . . . . . . . . . . . . . . . . . . . . . . . . . . . . . . . . . . . . . . . . . . . . . . . . . . . . . . . . . . . . . . . . . . . . . . . . . . . . . . . . . . . . . . . . . . . . . . . . . . . . . . . . . . . . . . . . . . . .: [331, 1132, 1972, 1148]
- header-divider: [98, 70, 975, 71]
- toc-dot-leader: . . . . . . . . . . . . . . . . . . . . . . . . . . . . . . . . . . . . . . . . . . . . . . . . . . . . . . . . . . . . . . . . . . . . . . . . . . . . . . . . . . . . . . . . . . . . . . . . . . . . . . . . . . . . . . . . . . . . . . . . . . . . . . . . . . . . . . . . . . . . . . . . . . . . . . . . . . . . . . . . . . . . . . . . . . . . . . . . . . . . . . . . . . . . . . . . . . . . . . . .: [274, 554, 1915, 570]
- toc-dot-leader: . . . . . . . . . . . . . . . . . . . . . . . . . . . . . . . . . . . . . . . . . . . . . . . . . . . . . . . . . . . . . . . . . . . . . . . . . . . . . . . . . . . . . . . . . . . . . . . . . . . . . . . . . . . . . . . . . . . . . . . . . . . . . . . . . . . . . . . . . . . . . . . . . . . . . . . . . . . . . . . . . . . . . . . . . . . . . . . . . . . . . . . . . . . . . . . . . . . . . . . .: [411, 471, 2052, 487]
- toc-entry-title: Lubricants for axles and gearboxes: [249, 263, 499, 281]
